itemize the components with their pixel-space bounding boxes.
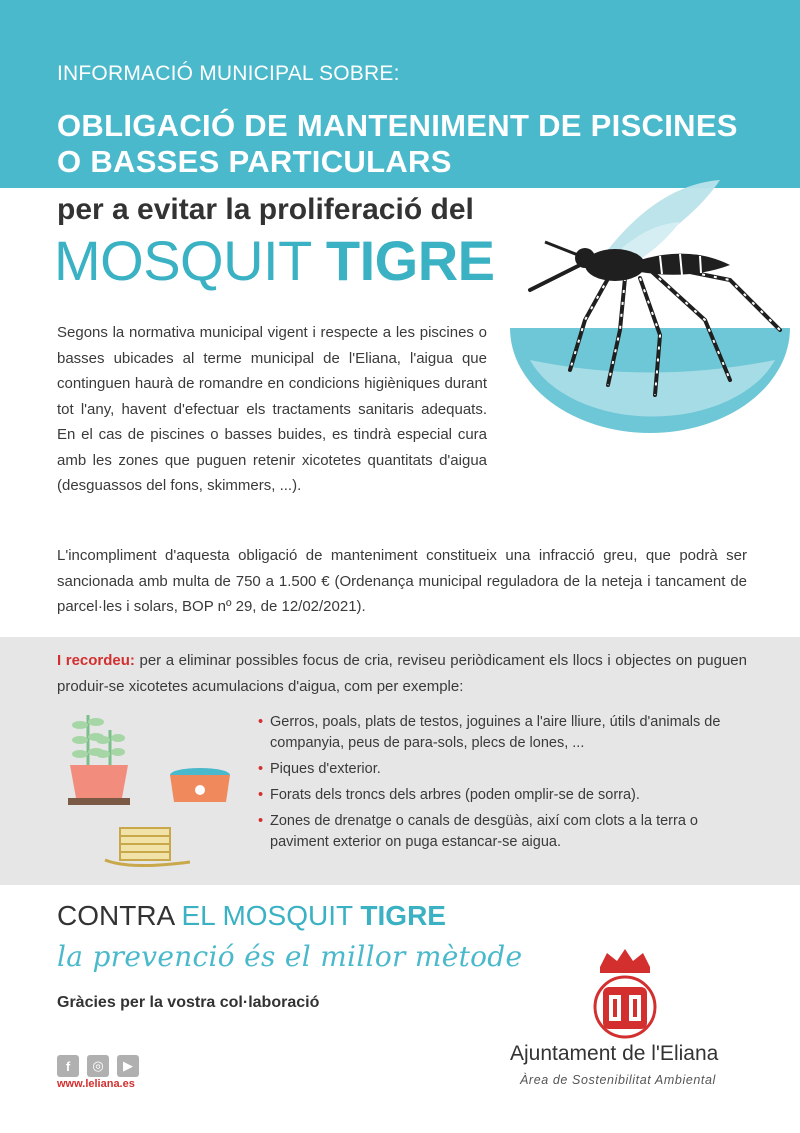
website-link[interactable]: www.leliana.es	[57, 1078, 135, 1090]
slogan-contra: CONTRA	[57, 900, 182, 931]
municipal-crest-icon	[585, 945, 665, 1045]
youtube-icon[interactable]: ▶	[117, 1055, 139, 1077]
header-kicker: INFORMACIÓ MUNICIPAL SOBRE:	[57, 62, 400, 85]
thanks-text: Gràcies per la vostra col·laboració	[57, 994, 320, 1011]
social-icons	[57, 1055, 139, 1077]
header-title-line1: OBLIGACIÓ DE MANTENIMENT DE PISCINES	[57, 108, 738, 143]
big-title-tigre: TIGRE	[325, 229, 495, 292]
list-item: • Gerros, poals, plats de testos, joguines a l'aire lliure, útils d'animals de companyia, peus de para-sols, plecs de lones, ...	[258, 712, 758, 754]
potted-plant-icon	[68, 715, 130, 805]
reminder-intro	[57, 648, 747, 699]
reminder-lead: I recordeu:	[57, 652, 135, 669]
list-item: • Forats dels troncs dels arbres (poden omplir-se de sorra).	[258, 785, 758, 806]
water-containers-illustration	[60, 710, 250, 880]
slogan-tigre: TIGRE	[360, 900, 446, 931]
penalty-paragraph: L'incompliment d'aquesta obligació de manteniment constitueix una infracció greu, que podrà ser sancionada amb multa de 750 a 1.500 € (Ordenança municipal reguladora de la neteja i tancament de parcel·les i solars, BOP nº 29, de 12/02/2021).	[57, 547, 747, 615]
reminder-text: per a eliminar possibles focus de cria, reviseu periòdicament els llocs i objectes on puguen produir-se xicotetes acumulacions d'aigua, com per exemple:	[57, 652, 747, 695]
facebook-icon[interactable]: f	[57, 1055, 79, 1077]
hose-icon	[105, 828, 190, 866]
subtitle: per a evitar la proliferació del	[57, 193, 474, 226]
pet-bowl-icon	[170, 768, 230, 802]
list-item: • Zones de drenatge o canals de desgüàs, així com clots a la terra o paviment exterior on puga estancar-se aigua.	[258, 811, 758, 853]
header-band	[0, 0, 800, 188]
header-title-line2: O BASSES PARTICULARS	[57, 144, 452, 179]
instagram-icon[interactable]: ◎	[87, 1055, 109, 1077]
slogan-el-mosquit: EL MOSQUIT	[181, 900, 361, 931]
mosquito-illustration	[490, 170, 800, 460]
big-title-mosquit: MOSQUIT	[54, 229, 326, 292]
examples-list	[258, 712, 758, 858]
organization-name: Ajuntament de l'Eliana	[510, 1042, 719, 1065]
organization-area: Àrea de Sostenibilitat Ambiental	[520, 1073, 716, 1087]
big-title	[54, 228, 495, 293]
slogan-title	[57, 900, 446, 932]
regulation-paragraph: Segons la normativa municipal vigent i respecte a les piscines o basses ubicades al terme municipal de l'Eliana, l'aigua que continguen haurà de romandre en condicions higièniques durant tot l'any, havent d'efectuar els tractaments sanitaris adequats. En el cas de piscines o basses buides, es tindrà especial cura amb les zones que puguen retenir xicotetes quantitats d'aigua (desguassos del fons, skimmers, ...).	[57, 324, 487, 494]
list-item: • Piques d'exterior.	[258, 759, 758, 780]
slogan-tagline: la prevenció és el millor mètode	[57, 940, 523, 973]
